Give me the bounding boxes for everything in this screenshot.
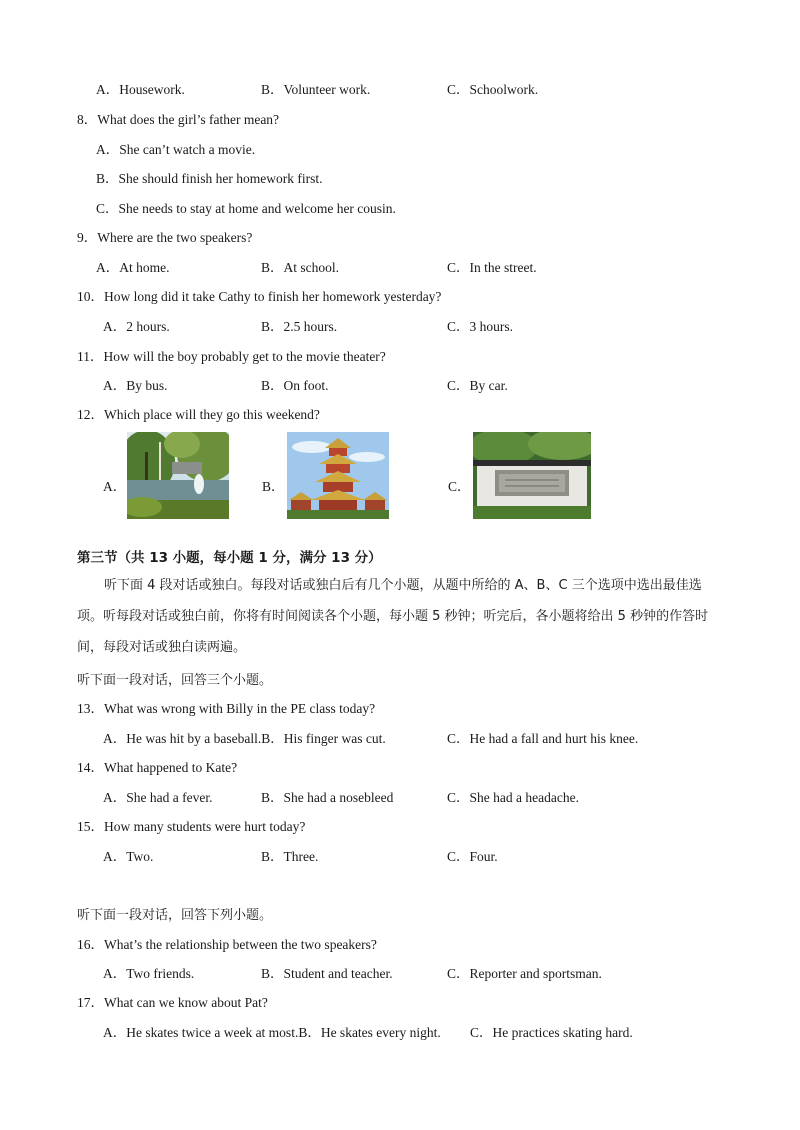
- q11-option-c[interactable]: C．By car.: [447, 378, 508, 393]
- q15-option-b[interactable]: B．Three.: [261, 849, 319, 864]
- q11-question: 11．How will the boy probably get to the movie theater?: [77, 349, 386, 364]
- q7-option-b[interactable]: B．Volunteer work.: [261, 82, 371, 97]
- q15-option-c[interactable]: C．Four.: [447, 849, 498, 864]
- q10-question: 10．How long did it take Cathy to finish her homework yesterday?: [77, 289, 442, 304]
- q12-label-b: B．: [262, 479, 285, 494]
- q11-option-a[interactable]: A．By bus.: [103, 378, 168, 393]
- q12-image-c[interactable]: [473, 432, 591, 519]
- lake-park-image: [127, 432, 229, 519]
- q13-question: 13．What was wrong with Billy in the PE class today?: [77, 701, 376, 716]
- q7-option-c[interactable]: C．Schoolwork.: [447, 82, 539, 97]
- q16-option-a[interactable]: A．Two friends.: [103, 966, 195, 981]
- section3-instructions: 听下面 4 段对话或独白。每段对话或独白后有几个小题，从题中所给的 A、B、C 三个选项中选出最佳选项。听每段对话或独白前，你将有时间阅读各个小题，每小题 5 秒钟；听完后，各小题将给出 5 秒钟的作答时间，每段对话或独白读两遍。: [77, 578, 709, 655]
- q15-option-a[interactable]: A．Two.: [103, 849, 154, 864]
- q8-option-a[interactable]: A．She can’t watch a movie.: [96, 142, 256, 157]
- section3-title: 第三节（共 13 小题，每小题 1 分，满分 13 分）: [77, 550, 382, 566]
- q8-option-c[interactable]: C．She needs to stay at home and welcome her cousin.: [96, 201, 396, 216]
- q9-option-a[interactable]: A．At home.: [96, 260, 170, 275]
- q16-option-b[interactable]: B．Student and teacher.: [261, 966, 393, 981]
- q12-question: 12．Which place will they go this weekend?: [77, 407, 320, 422]
- stone-plaque-image: [473, 432, 591, 519]
- q9-option-c[interactable]: C．In the street.: [447, 260, 537, 275]
- q12-label-c: C．: [448, 479, 471, 494]
- q12-image-b[interactable]: [287, 432, 389, 519]
- q12-image-a[interactable]: [127, 432, 229, 519]
- q8-option-b[interactable]: B．She should finish her homework first.: [96, 171, 323, 186]
- q16-option-c[interactable]: C．Reporter and sportsman.: [447, 966, 602, 981]
- q11-option-b[interactable]: B．On foot.: [261, 378, 329, 393]
- pagoda-tower-image: [287, 432, 389, 519]
- q13-option-ab[interactable]: A．He was hit by a baseball.B．His finger was cut.: [103, 731, 386, 746]
- q8-question: 8．What does the girl’s father mean?: [77, 112, 280, 127]
- q17-question: 17．What can we know about Pat?: [77, 995, 268, 1010]
- q14-question: 14．What happened to Kate?: [77, 760, 238, 775]
- q12-label-a: A．: [103, 479, 127, 494]
- q17-option-c[interactable]: C．He practices skating hard.: [470, 1025, 633, 1040]
- dialogue1-intro: 听下面一段对话，回答三个小题。: [77, 673, 273, 688]
- q13-option-c[interactable]: C．He had a fall and hurt his knee.: [447, 731, 639, 746]
- q15-question: 15．How many students were hurt today?: [77, 819, 306, 834]
- q14-option-a[interactable]: A．She had a fever.: [103, 790, 213, 805]
- q9-option-b[interactable]: B．At school.: [261, 260, 340, 275]
- q16-question: 16．What’s the relationship between the two speakers?: [77, 937, 377, 952]
- q7-option-a[interactable]: A．Housework.: [96, 82, 185, 97]
- q10-option-a[interactable]: A．2 hours.: [103, 319, 170, 334]
- q14-option-c[interactable]: C．She had a headache.: [447, 790, 579, 805]
- dialogue2-intro: 听下面一段对话，回答下列小题。: [77, 908, 273, 923]
- q17-option-ab[interactable]: A．He skates twice a week at most.B．He skates every night.: [103, 1025, 441, 1040]
- q10-option-b[interactable]: B．2.5 hours.: [261, 319, 338, 334]
- q14-option-b[interactable]: B．She had a nosebleed: [261, 790, 394, 805]
- q10-option-c[interactable]: C．3 hours.: [447, 319, 514, 334]
- q9-question: 9．Where are the two speakers?: [77, 230, 253, 245]
